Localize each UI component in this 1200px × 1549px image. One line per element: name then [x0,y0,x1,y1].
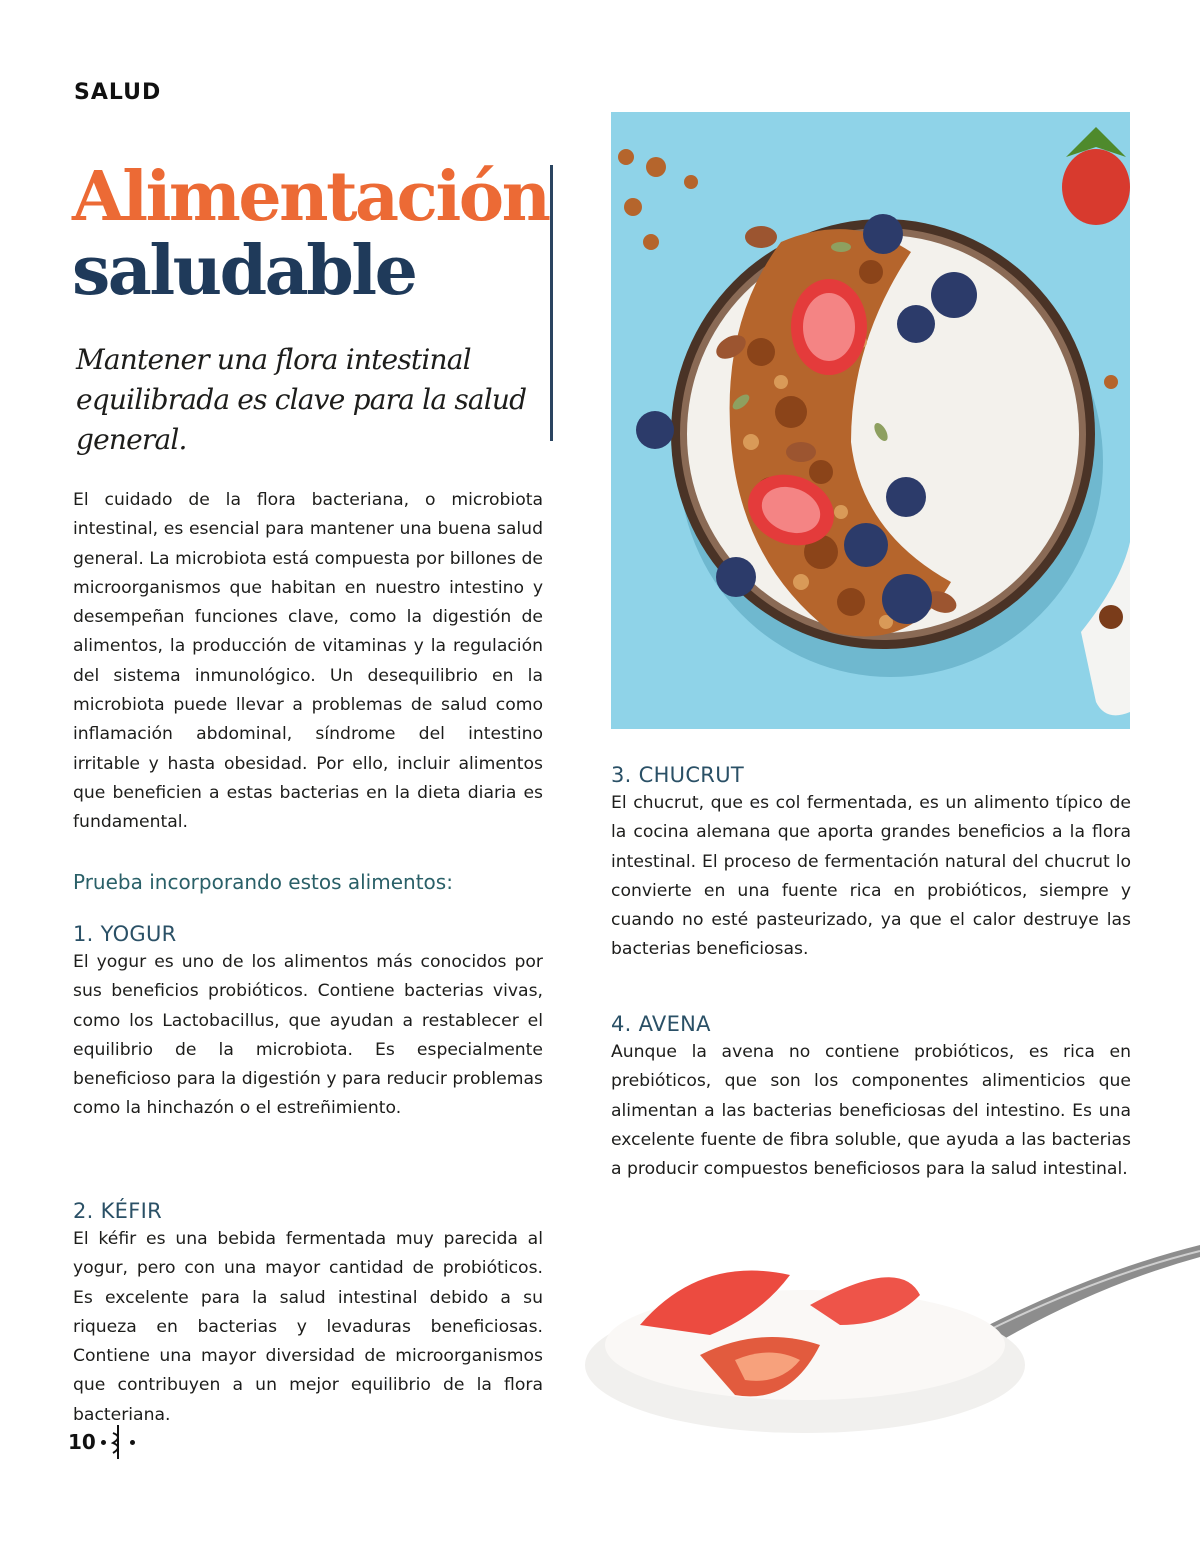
food-section-chucrut [611,761,1131,965]
food-text: El yogur es uno de los alimentos más conocidos por sus beneficios probióticos. Contiene bacterias vivas, como los Lactobacillus, que ayudan a restablecer el equilibrio de la microbiota. Es especialmente beneficioso para la digestión y para reducir problemas como la hinchazón o el estreñimiento. [73,952,543,1119]
yogurt-spoon-photo [560,1215,1200,1549]
folio-dot [130,1440,135,1445]
food-section-avena [611,1010,1131,1184]
food-text: Aunque la avena no contiene probióticos, es rica en prebióticos, que son los componentes alimenticios que alimentan a las bacterias beneficiosas del intestino. Es una excelente fuente de fibra soluble, que ayuda a las bacterias a producir compuestos beneficiosos para la salud intestinal. [611,1042,1131,1180]
food-section-yogur [73,920,543,1124]
article-title [72,157,552,311]
intro-paragraph: El cuidado de la flora bacteriana, o microbiota intestinal, es esencial para mantener una buena salud general. La microbiota está compuesta por billones de microorganismos que habitan en nuestro intestino y desempeñan funciones clave, como la digestión de alimentos, la producción de vitaminas y la regulación del sistema inmunológico. Un desequilibrio en la microbiota puede llevar a problemas de salud como inflamación abdominal, síndrome del intestino irritable y hasta obesidad. Por ello, incluir alimentos que beneficien a estas bacterias en la dieta diaria es fundamental. [73,490,543,833]
caduceus-icon [111,1425,125,1459]
title-divider [550,165,553,441]
food-heading: 1. YOGUR [73,922,177,946]
foods-lead-heading: Prueba incorporando estos alimentos: [73,870,453,894]
page-folio [68,1425,138,1459]
food-text: El kéfir es una bebida fermentada muy parecida al yogur, pero con una mayor cantidad de probióticos. Es excelente para la salud intestinal debido a su riqueza en bacterias y levaduras beneficiosas. Contiene una mayor diversidad de microorganismos que contribuyen a un mejor equilibrio de la flora bacteriana. [73,1229,543,1425]
food-heading: 4. AVENA [611,1012,711,1036]
food-section-kefir [73,1197,543,1430]
title-line-2: saludable [72,231,416,311]
page-number: 10 [68,1430,96,1454]
article-subtitle: Mantener una flora intestinal equilibrada es clave para la salud general. [76,343,527,456]
food-heading: 2. KÉFIR [73,1199,163,1223]
section-label: SALUD [74,80,162,105]
food-text: El chucrut, que es col fermentada, es un alimento típico de la cocina alemana que aporta grandes beneficios a la flora intestinal. El proceso de fermentación natural del chucrut lo convierte en una fuente rica en probióticos, siempre y cuando no esté pasteurizado, ya que el calor destruye las bacterias beneficiosas. [611,793,1131,960]
title-line-1: Alimentación [72,157,549,237]
folio-dot [101,1440,106,1445]
food-heading: 3. CHUCRUT [611,763,744,787]
granola-bowl-photo [611,112,1130,729]
